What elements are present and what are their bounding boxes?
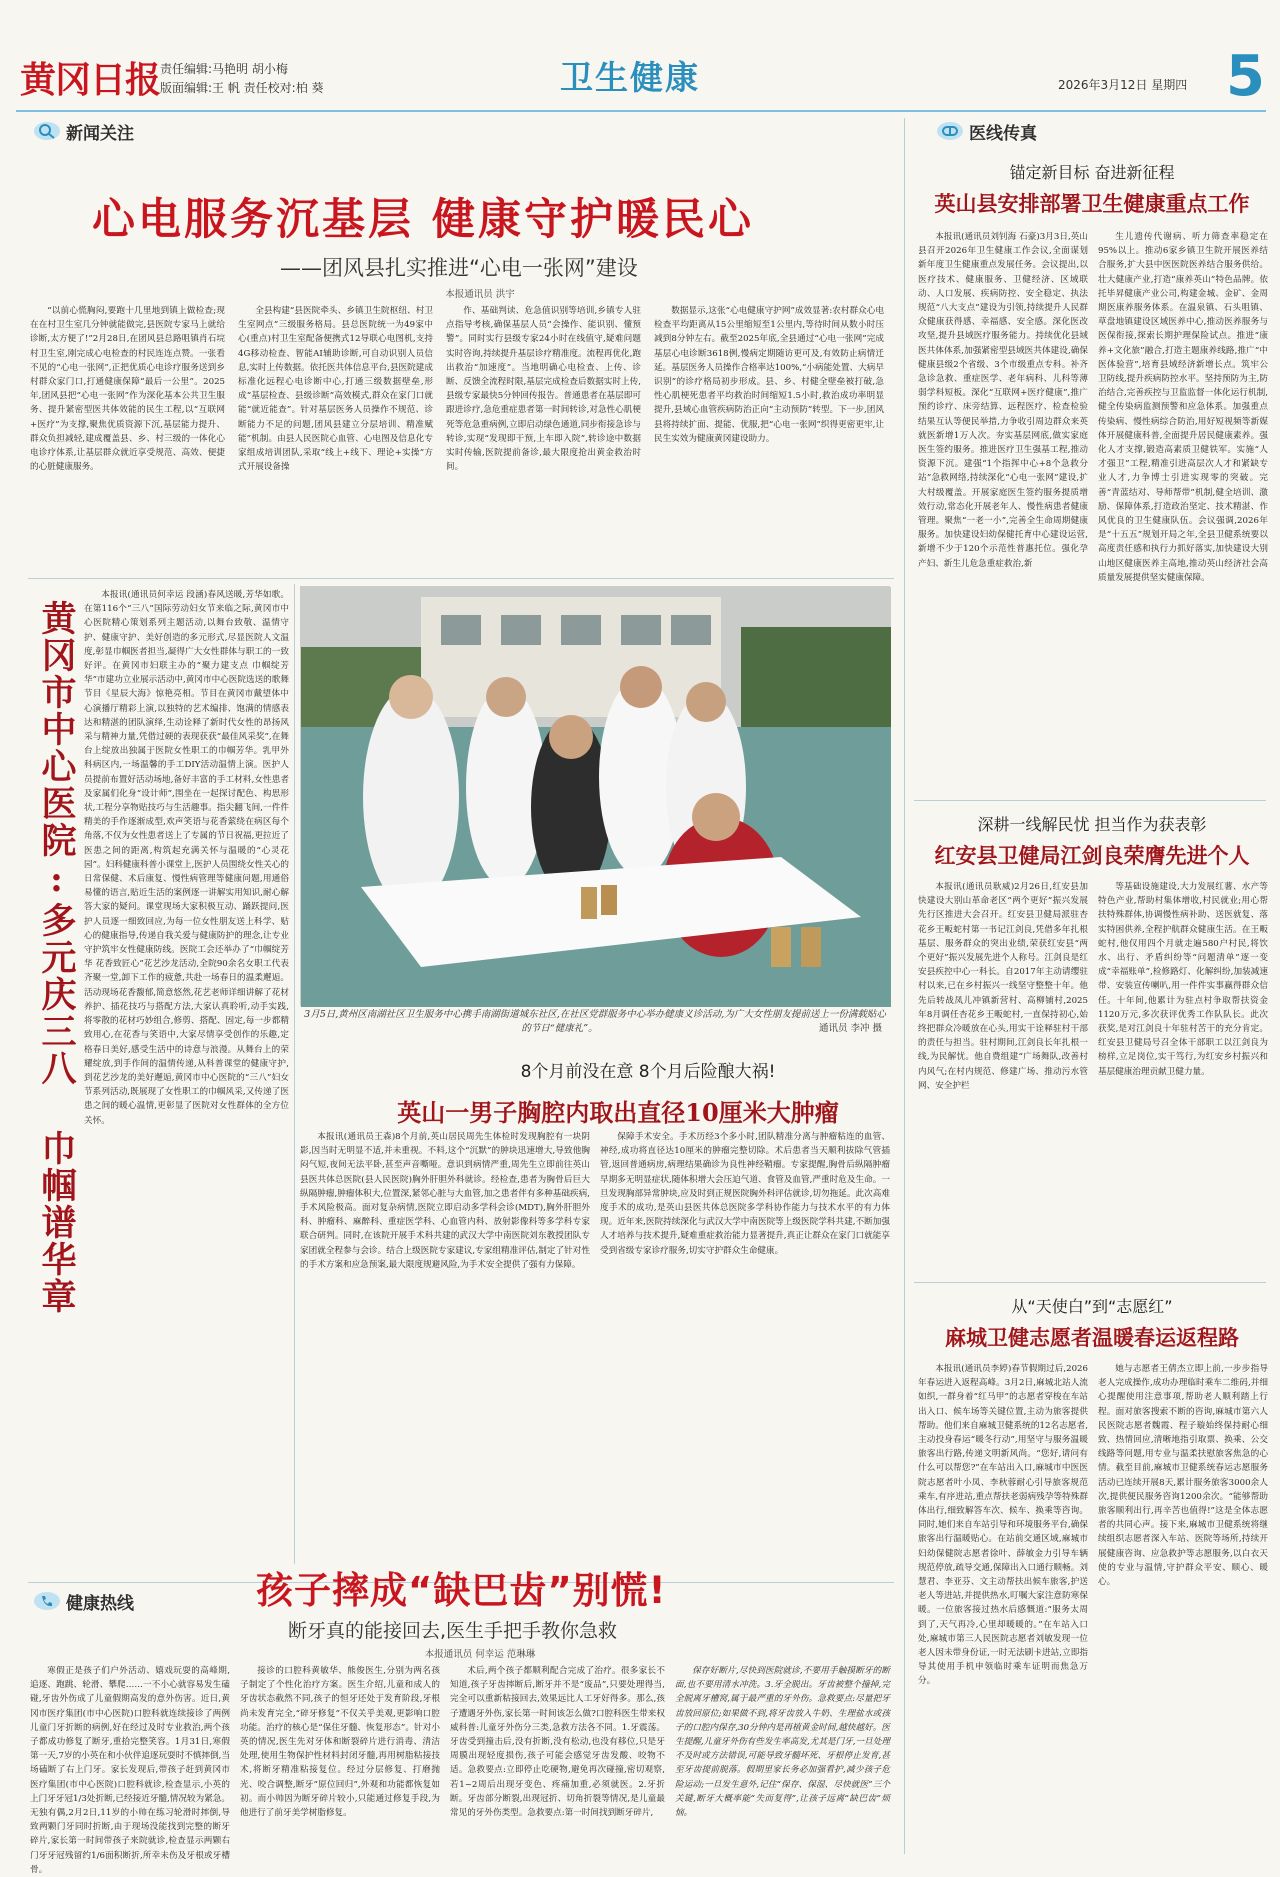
macheng-headline: 麻城卫健志愿者温暖春运返程路: [945, 1325, 1239, 1350]
hongan-column-1: 本报讯(通讯员耿威)2月26日,红安县加快建设大别山革命老区“两个更好”振兴发展先行区推进大会召开。红安县卫健局派驻杏花乡王畈蛇村第一书记江剑良,凭借多年扎根基层、服务群众的突出业绩,荣获红安县“两个更好”振兴发展先进个人称号。江剑良是红安县疾控中心一科长。自2017年主动请缨驻村以来,已在乡村振兴一线坚守整整十年。他先后转战凤儿冲镇新营村、高柳铺村,2025年8月调任杏花乡王畈蛇村,一直保持初心,始终把群众冷暖放在心头,用实干诠释驻村干部的责任与担当。驻村期间,江剑良长年扎根一线,为民解忧。他自费组建“广场舞队,改善村内风气;在村内规范、修建广场、推动污水管网、安全护栏: [918, 882, 1088, 1091]
macheng-column-1: 本报讯(通讯员李婷)春节假期过后,2026年春运进入返程高峰。3月2日,麻城北站人流如织,一群身着“红马甲”的志愿者穿梭在车站出入口、候车场等关键位置,主动为旅客提供帮助。他们来自麻城卫健系统的12名志愿者,主动投身春运“暖冬行动”,用坚守与服务温暖旅客出行路,传递文明新风尚。“您好,请问有什么可以帮您?”在车站出入口,麻城市中医医院志愿者叶小凤、李秋蓉耐心引导旅客规范乘车,有序进站,重点帮扶老弱病残孕等特殊群体出行,细致解答车次、候车、换乘等咨询。同时,她们来自车站引导和环境服务平台,确保旅客出行温暖贴心。在站前交通区域,麻城市妇幼保健院志愿者徐叶、薛敏金力引导车辆规范停放,疏导交通,保障出入口通行顺畅。刘慧君、李亚芬、文主动帮扶出候车旅客,护送老人等进站,并提供热水,叮嘱大家注意防寒保暖。一位旅客接过热水后感慨道:“服务太周到了,天气再冷,心里却暖暖的。”在车站入口处,麻城市第三人民医院志愿者刘敏发现一位老人因未带身份证,一时无法刷卡进站,立即指导其使用手机申领临时乘车证明而焦急万分。: [918, 1364, 1088, 1687]
photo-caption: [300, 1008, 890, 1036]
feature-body: 本报讯(通讯员何幸运 段涵)春风送暖,芳华如歌。在第116个“三八”国际劳动妇女节来临之际,黄冈市中心医院精心策划系列主题活动,以舞台致敬、温情守护、健康守护、美好创造的多元形式,尽显医院人文温度,彰显巾帼医者担当,凝得广大女性群体与职工的一致好评。在黄冈市妇联主办的“聚力建支点 巾帼绽芳华”市建功立业展示活动中,黄冈市中心医院选送的歌舞节目《星辰大海》惊艳亮相。节目在黄冈市戴望体中心演播厅精彩上演,以独特的艺术编排、饱满的情感表达和精湛的团队演绎,生动诠释了新时代女性的昂扬风采与精神力量,凭借过硬的表现获获“最佳风采奖”,在舞台上绽放出独属于医院女性职工的巾帼芳华。乳甲外科病区内,一场温馨的手工DIY活动温情上演。医护人员提前布置好活动场地,备好丰富的手工材料,女性患者及家属们化身“设计师”,围坐在一起探讨配色、构思形状,工程分享物贴技巧与生活趣事。指尖翻飞间,一件件精美的手作逐渐成型,欢声笑语与花香萦绕在病区每个角落,不仅为女性患者送上了专属的节日祝福,更拉近了医患之间的距离,构筑起充满关怀与温暖的“心灵花园”。妇科健康科普小课堂上,医护人员围绕女性关心的日常保健、术后康复、慢性病管理等健康问题,用通俗易懂的语言,贴近生活的案例逐一讲解实用知识,耐心解答大家的疑问。课堂现场大家积极互动、踊跃提问,医护人员逐一细致回应,为每一位女性朋友送上科学、贴心的健康指导,传递自我关爱与健康防护的理念,让专业守护筑牢女性健康防线。医院工会还举办了“巾帼绽芳华 花香致匠心”花艺沙龙活动,全院90余名女职工代表齐聚一堂,卸下工作的疲惫,共赴一场春日的温柔邂逅。活动现场花香馥郁,简意悠然,花艺老师详细讲解了花材养护、插花技巧与搭配方法,大家认真聆听,动手实践,将零散的花材巧妙组合,修剪、搭配、固定,每一步都精致用心,在花香与笑语中,大家尽情享受创作的乐趣,定格春日美好,感受生活中的诗意与浪漫。从舞台上的荣耀绽放,到手作间的温情传递,从科普课堂的健康守护,到花艺沙龙的美好邂逅,黄冈市中心医院的“三八”妇女节系列活动,既展现了女性职工的巾帼风采,又传递了医患之间的暖心温情,更彰显了医院对女性群体的全方位关怀。: [84, 590, 289, 1126]
lead-column-3: 作、基础判读、危急值识别等培训,乡镇专人驻点指导考核,确保基层人员“会操作、能识别、懂预警”。同时实行县级专家24小时在线值守,疑难问题实时咨询,持续提升基层诊疗精准度。流程再优化,跑出救治“加速度”。当地明确心电检查、上传、诊断、反馈全流程时限,基层完成检查后数据实时上传,县级专家最快5分钟回传报告。普通患者在基层即可跟进诊疗,急危重症患者第一时间转诊,对急性心肌梗死等危急重病例,立即启动绿色通道,同步衔接急诊与转诊,实现“发现即干预,上车即入院”,转诊途中数据实时传输,医院提前备诊,最大限度抢出黄金救治时间。: [446, 306, 641, 473]
photo-caption-text: 3月5日,黄州区南湖社区卫生服务中心携手南湖街道城东社区,在社区党群服务中心举办健康义诊活动,为广大女性朋友提前送上一份满载贴心的节日“健康礼”。: [304, 1009, 886, 1034]
tag-news: [32, 118, 902, 144]
lead-byline: 本报通讯员 洪宇: [445, 289, 515, 300]
photo-credit: 通讯员 李冲 摄: [818, 1023, 882, 1034]
lead-bottom-rule: [28, 578, 894, 579]
editor-credits: [160, 60, 400, 98]
yingshan-column-2: 生儿遗传代谢病、听力筛查率稳定在95%以上。推动6家乡镇卫生院开展医养结合服务,扩大县中医医院医养结合服务供给。壮大健康产业,打造“康养英山”特色品牌。依托毕昇健康产业公司,构建金城、金矿、金周期医康养服务体系。在温泉镇、石头咀镇、草盘地镇建设区域医养中心,推动医养服务与医保衔接,探索长期护理保险试点。推进“康养+文化旅”融合,打造主题康养线路,推广“中医体验营”,培育县域经济新增长点。筑牢公卫防线,提升疾病防控水平。坚持预防为主,防治结合,完善疾控与卫监监督一体化运行机制,健全传染病监测预警和应急体系。加强重点传染病、慢性病综合防治,用好短视频等新媒体开展健康科普,全面提升居民健康素养。强化人才支撑,锻造高素质卫健铁军。实施“人才强卫”工程,精准引进高层次人才和紧缺专业人才,力争博士引进实现零的突破。完善“青蓝结对、导师帮带”机制,健全培训、激励、保障体系,打造政治坚定、技术精湛、作风优良的卫生健康队伍。会议强调,2026年是“十五五”规划开局之年,全县卫健系统要以高度责任感和执行力抓好落实,加快建设大别山地区健康医养主高地,推动英山经济社会高质量发展提供坚实健康保障。: [1098, 232, 1268, 583]
tumor-column-1: 本报讯(通讯员王森)8个月前,英山居民周先生体检时发现胸腔有一块阴影,因当时无明显不适,并未重视。不料,这个“沉默”的肿块迅速增大,导致他胸闷气短,夜间无法平卧,甚至声音嘶哑。意识到病情严重,周先生立即前往英山县医共体总医院(县人民医院)胸外肝胆外科就诊。经检查,患者为胸骨后巨大纵隔肿瘤,肿瘤体积大,位置深,紧邻心脏与大血管,加之患者伴有多种基础疾病,手术风险极高。面对复杂病情,医院立即启动多学科会诊(MDT),胸外肝胆外科、肿瘤科、麻醉科、重症医学科、心血管内科、放射影像科等多学科专家联合研判。同时,在该院开展手术科共建的武汉大学中南医院刘东教授团队专家团就全程参与会诊。结合上级医院专家建议,专家组精准评估,制定了针对性的手术方案和应急预案,最大限度规避风险,为手术安全提供了强有力保障。: [300, 1132, 590, 1270]
child-column-4: 保存好断片,尽快到医院就诊,不要用手触摸断牙的断面,也不要用清水冲洗。3.牙全脱出。牙齿被整个撞掉,完全脱离牙槽窝,属于最严重的牙外伤。急救要点:尽量把牙齿放回原位;如果做不到,将牙齿放入牛奶、生理盐水或孩子的口腔内保存,30分钟内是再植黄金时间,越快越好。医生提醒,儿童牙外伤有些发生率高发,尤其是门牙,一旦处理不及时或方法错误,可能导致牙髓坏死、牙根停止发育,甚至牙齿提前脱落。假期里家长务必加强看护,减少孩子危险运动;一旦发生意外,记住“保存、保湿、尽快就医”三个关键,断牙大概率能“失而复得”,让孩子远离“缺巴齿”烦恼。: [675, 1666, 890, 1819]
macheng-kicker: 从“天使白”到“志愿红”: [1011, 1297, 1173, 1316]
health-clinic-photo: [300, 586, 890, 1006]
lead-headline: 心电服务沉基层 健康守护暖民心: [92, 195, 754, 245]
child-subtitle: 断牙真的能接回去,医生手把手教你急救: [288, 1620, 618, 1642]
yingshan-headline: 英山县安排部署卫生健康重点工作: [934, 191, 1250, 216]
hongan-headline: 红安县卫健局江剑良荣膺先进个人: [934, 843, 1250, 868]
section-title: 卫生健康: [560, 58, 700, 97]
photo-illustration: [301, 587, 891, 1007]
feature-vertical-headline: 黄冈市中心医院:多元庆三八 巾帼谱华章: [36, 600, 77, 1315]
right-rule-1: [914, 800, 1266, 801]
tumor-column-2: 保障手术安全。手术历经3个多小时,团队精准分离与肿瘤粘连的血管、神经,成功将直径达10厘米的肿瘤完整切除。术后患者当天顺利拔除气管插管,返回普通病房,病理结果确诊为良性神经鞘瘤。专家提醒,胸骨后纵隔肿瘤早期多无明显症状,随体积增大会压迫气道、食管及血管,严重时危及生命。一旦发现胸部异常肿块,应及时到正规医院胸外科评估就诊,切勿拖延。此次高难度手术的成功,是英山县医共体总医院多学科协作能力与技术水平的有力体现。近年来,医院持续深化与武汉大学中南医院等上级医院学科共建,不断加强人才培养与技术提升,疑难重症救治能力显著提升,真正让群众在家门口就能享受到省级专家诊疗服务,切实守护群众生命健康。: [600, 1132, 890, 1256]
search-icon: [32, 119, 62, 143]
child-headline: 孩子摔成“缺巴齿”别慌!: [256, 1569, 667, 1612]
hongan-kicker: 深耕一线解民忧 担当作为获表彰: [977, 815, 1207, 834]
issue-date: 2026年3月12日 星期四: [1058, 78, 1188, 92]
editor-line-2: 版面编辑:王 帆 责任校对:柏 葵: [160, 81, 324, 95]
child-column-2: 接诊的口腔科黄敏华、熊俊医生,分别为两名孩子制定了个性化治疗方案。医生介绍,儿童和成人的牙齿状态截然不同,孩子的恒牙还处于发育阶段,牙根尚未发育完全,“碎牙修复”不仅关乎美观,更影响口腔功能。治疗的核心是“保住牙髓、恢复形态”。针对小英的情况,医生先对牙体和断裂碎片进行消毒、清洁处理,使用生物保护性材料封闭牙髓,再用树脂粘接技术,将断牙精准粘接复位。经过分层修复、打磨抛光、咬合调整,断牙“原位回归”,外观和功能都恢复如初。而小帅因为断牙碎片较小,只能通过修复手段,为他进行了前牙美学树脂修复。: [240, 1666, 440, 1819]
masthead-divider: [16, 110, 1266, 112]
child-byline: 本报通讯员 何幸运 范琳琳: [424, 1649, 536, 1660]
tumor-headline: 英山一男子胸腔内取出直径10厘米大肿瘤: [397, 1098, 839, 1127]
tag-medicine: [935, 118, 1260, 144]
lead-column-2: 全县构建“县医院牵头、乡镇卫生院枢纽、村卫生室网点”三级服务格局。县总医院统一为49家中心(重点)村卫生室配备便携式12导联心电图机,支持4G移动检查、智能AI辅助诊断,可自动识别人员信息,实时上传数据。依托医共体信息平台,县医院建成标准化远程心电诊断中心,打通三级数据壁垒,形成“基层检查、县级诊断”高效模式,群众在家门口就能“就近能查”。针对基层医务人员操作不规范、诊断能力不足的问题,团风县建立分层培训、精准赋能”机制。由县人民医院心血管、心电图及信息化专家组成培训团队,采取“线上+线下、理论+实操”方式开展设备操: [238, 306, 433, 473]
tag-hotline-label: 健康热线: [66, 1589, 142, 1614]
tag-medicine-label: 医线传真: [969, 119, 1045, 144]
macheng-column-2: 她与志愿者王倩杰立即上前,一步步指导老人完成操作,成功办理临时乘车二维码,并细心提醒使用注意事项,帮助老人顺利踏上行程。面对旅客搜索不断的咨询,麻城市第六人民医院志愿者魏霞、程子璇始终保持耐心细致、热情回应,清晰地指引取票、换乘、公交线路等问题,用专业与温柔扶慰旅客焦急的心情。截至目前,麻城市卫健系统春运志愿服务活动已连续开展8天,累计服务旅客3000余人次,提供便民服务咨询1200余次。“能够帮助旅客顺利出行,再辛苦也值得!”这是全体志愿者的共同心声。接下来,麻城市卫健系统将继续组织志愿者深入车站、医院等场所,持续开展健康咨询、应急救护等志愿服务,以白衣天使的专业与温情,守护群众平安、顺心、暖心。: [1098, 1364, 1268, 1588]
child-column-1: 寒假正是孩子们户外活动、嬉戏玩耍的高峰期,追逐、跑跳、轮滑、攀爬……一不小心就容易发生磕碰,牙齿外伤成了儿童假期高发的意外伤害。近日,黄冈市医疗集团(市中心医院)口腔科就连续接诊了两例儿童门牙折断的病例,好在经过及时专业救治,两个孩子都成功修复了断牙,重拾完整笑容。1月31日,寒假第一天,7岁的小英在和小伙伴追逐玩耍时不慎摔倒,当场磕断了右上门牙。家长发现后,带孩子赶到黄冈市医疗集团(市中心医院)口腔科就诊,检查显示,小英的上门牙牙冠1/3处折断,已经接近牙髓,情况较为紧急。无独有偶,2月2日,11岁的小帅在练习轮滑时摔倒,导致两颗门牙同时折断,由于现场没能找到完整的断牙碎片,家长第一时间带孩子来院就诊,检查显示两颗右门牙牙冠残留约1/6面积断折,所幸未伤及牙根或牙槽骨。: [30, 1666, 230, 1875]
right-rule-2: [914, 1282, 1266, 1283]
feature-divider: [294, 584, 295, 1564]
tag-news-label: 新闻关注: [66, 119, 142, 144]
tumor-kicker: 8个月前没在意 8个月后险酿大祸!: [520, 1062, 776, 1082]
page-number: 5: [1226, 44, 1265, 109]
pill-icon: [935, 119, 965, 143]
right-column-divider: [904, 118, 905, 1854]
newspaper-logo: 黄冈日报: [20, 59, 161, 101]
phone-icon: [32, 1589, 62, 1613]
child-column-3: 术后,两个孩子都顺利配合完成了治疗。很多家长不知道,孩子牙齿摔断后,断牙并不是“废品”,只要处理得当,完全可以重新粘接回去,效果远比人工牙好得多。那么,孩子遭遇牙外伤,家长第一时间该怎么做?口腔科医生带来权威科普:儿童牙外伤分三类,急救方法各不同。1.牙震荡。牙齿受到撞击后,没有折断,没有松动,也没有移位,只是牙周膜出现轻度损伤,孩子可能会感觉牙齿发酸、咬物不适。急救要点:立即停止吃硬物,避免再次碰撞,密切观察,若1~2周后出现牙变色、疼痛加重,必须就医。2.牙折断。牙齿部分断裂,出现冠折、切角折裂等情况,是儿童最常见的牙外伤类型。急救要点:第一时间找到断牙碎片,: [450, 1666, 665, 1819]
tag-hotline: [32, 1588, 232, 1614]
yingshan-kicker: 锚定新目标 奋进新征程: [1009, 163, 1175, 182]
lead-subtitle: ——团风县扎实推进“心电一张网”建设: [280, 256, 638, 280]
yingshan-column-1: 本报讯(通讯员刘钊海 石豪)3月3日,英山县召开2026年卫生健康工作会议,全面谋划新年度卫生健康重点发展任务。会议提出,以医疗技术、健康服务、卫健经济、区域联动、人口发展、疾病防控、安全稳定、执法规范“八大支点”建设为引领,持续提升人民群众健康获得感、幸福感、安全感。深化医改攻坚,提升县域医疗服务能力。持续优化县域医共体体系,加强紧密型县域医共体建设,确保健康县级2个省级、3个市级重点专科。补齐急诊急救、重症医学、老年病科、儿科等薄弱学科短板。深化“互联网+医疗健康”,推广预约诊疗、床旁结算、远程医疗、检查检验结果互认等便民举措,力争收引周边群众来英就医新增1万人次。夯实基层网底,做实家庭医生签约服务。推进医疗卫生强基工程,推动资源下沉。建强“1个指挥中心+8个急救分站”急救网络,持续深化“心电一张网”建设,扩大村级覆盖。开展家庭医生签约服务提质增效行动,常态化开展老年人、慢性病患者健康管理。聚焦“一老一小”,完善全生命周期健康服务。加快建设妇幼保健托育中心建设运营,新增不少于120个示范性普惠托位。强化孕产妇、新生儿危急重症救治,新: [918, 232, 1088, 569]
lead-column-1: “以前心慌胸闷,要跑十几里地到镇上做检查;现在在村卫生室几分钟就能做完,县医院专家马上就给诊断,太方便了!”2月28日,在团风县总路咀镇肖石垸村卫生室,刚完成心电检查的村民连连点赞。一张看不见的“心电一张网”,正把优质心电诊疗服务送到乡村群众家门口,打通健康保障“最后一公里”。2025年,团风县把“心电一张网”作为深化基本公共卫生服务、提升紧密型医共体效能的民生工程,以“互联网+医疗”为支撑,聚焦优质资源下沉,基层能力提升、群众负担减轻,建成覆盖县、乡、村三级的一体化心电诊疗体系,让基层群众就近享受规范、高效、便捷的心脏健康服务。: [30, 306, 225, 473]
editor-line-1: 责任编辑:马艳明 胡小梅: [160, 62, 288, 76]
hongan-column-2: 等基础设施建设,大力发展红薯、水产等特色产业,帮助村集体增收,村民就业;用心帮扶特殊群体,协调慢性病补助、送医就复、落实特困供养,全程护航群众健康生活。在王畈蛇村,他仅用四个月就走遍580户村民,将饮水、出行、矛盾纠纷等“问题清单”逐一变成“幸福账单”,检修路灯、化解纠纷,加装减速带、安装宣传喇叭,用一件件实事赢得群众信任。十年间,他累计为驻点村争取帮扶资金1120万元,多次获评优秀工作队队长。此次获奖,是对江剑良十年驻村苦干的充分肯定。红安县卫健局号召全体干部职工以江剑良为榜样,立足岗位,实干笃行,为红安乡村振兴和基层健康治理贡献卫健力量。: [1098, 882, 1268, 1077]
lead-column-4: 数据显示,这张“心电健康守护网”成效显著:农村群众心电检查平均距离从15公里缩短至1公里内,等待时间从数小时压减到8分钟左右。截至2025年底,全县通过“心电一张网”完成基层心电诊断3618例,慢病定期随访更可及,有效防止病情迁延。基层医务人员操作合格率达100%,“小病能处置、大病早识别”的诊疗格局初步形成。县、乡、村健全壁垒被打破,急性心肌梗死患者平均救治时间缩短1.5小时,救治成功率明显提升,县域心血管疾病防治正向“主动预防”转型。下一步,团风县将持续扩面、提能、优服,把“心电一张网”织得更密更牢,让民生实效为健康黄冈建设助力。: [654, 306, 884, 444]
